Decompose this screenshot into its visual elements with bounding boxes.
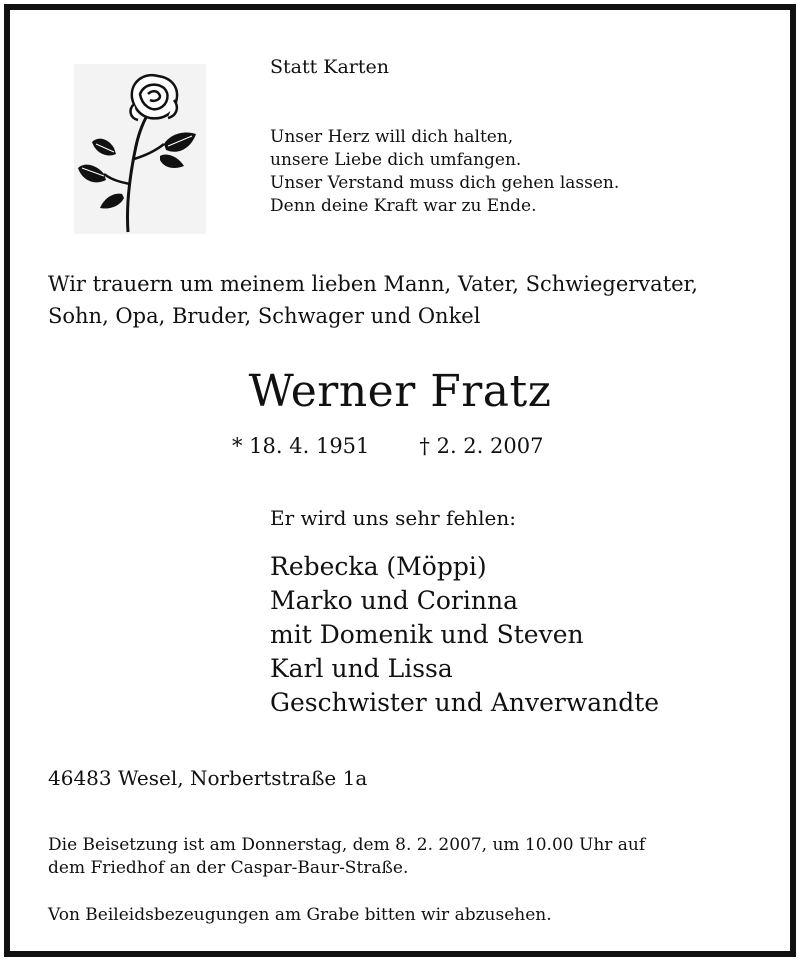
burial-line: dem Friedhof an der Caspar-Baur-Straße. <box>48 858 409 878</box>
obituary-notice <box>4 4 796 957</box>
burial-line: Die Beisetzung ist am Donnerstag, dem 8. 2. 2007, um 10.00 Uhr auf <box>48 835 646 855</box>
birth-date: * 18. 4. 1951 <box>232 434 370 458</box>
relative-entry: mit Domenik und Steven <box>270 620 584 649</box>
deceased-name: Werner Fratz <box>248 366 552 417</box>
condolence-note: Von Beileidsbezeugungen am Grabe bitten wir abzusehen. <box>48 905 552 925</box>
poem-line: Denn deine Kraft war zu Ende. <box>270 196 537 216</box>
address: 46483 Wesel, Norbertstraße 1a <box>48 766 368 790</box>
poem-line: Unser Verstand muss dich gehen lassen. <box>270 173 620 193</box>
poem <box>270 126 619 218</box>
rose-icon <box>74 64 206 234</box>
missed-line: Er wird uns sehr fehlen: <box>270 506 517 530</box>
mourning-text <box>48 268 698 332</box>
relative-entry: Marko und Corinna <box>270 586 518 615</box>
relative-entry: Geschwister und Anverwandte <box>270 688 660 717</box>
death-date: † 2. 2. 2007 <box>419 434 544 458</box>
intro-label: Statt Karten <box>270 56 390 78</box>
relative-entry: Rebecka (Möppi) <box>270 552 487 581</box>
poem-line: unsere Liebe dich umfangen. <box>270 150 522 170</box>
mourning-line: Wir trauern um meinem lieben Mann, Vater, Schwiegervater, <box>48 272 698 296</box>
poem-line: Unser Herz will dich halten, <box>270 127 514 147</box>
burial-info <box>48 834 645 880</box>
relatives-list <box>270 550 659 720</box>
relative-entry: Karl und Lissa <box>270 654 453 683</box>
mourning-line: Sohn, Opa, Bruder, Schwager und Onkel <box>48 304 481 328</box>
life-dates <box>232 434 543 458</box>
